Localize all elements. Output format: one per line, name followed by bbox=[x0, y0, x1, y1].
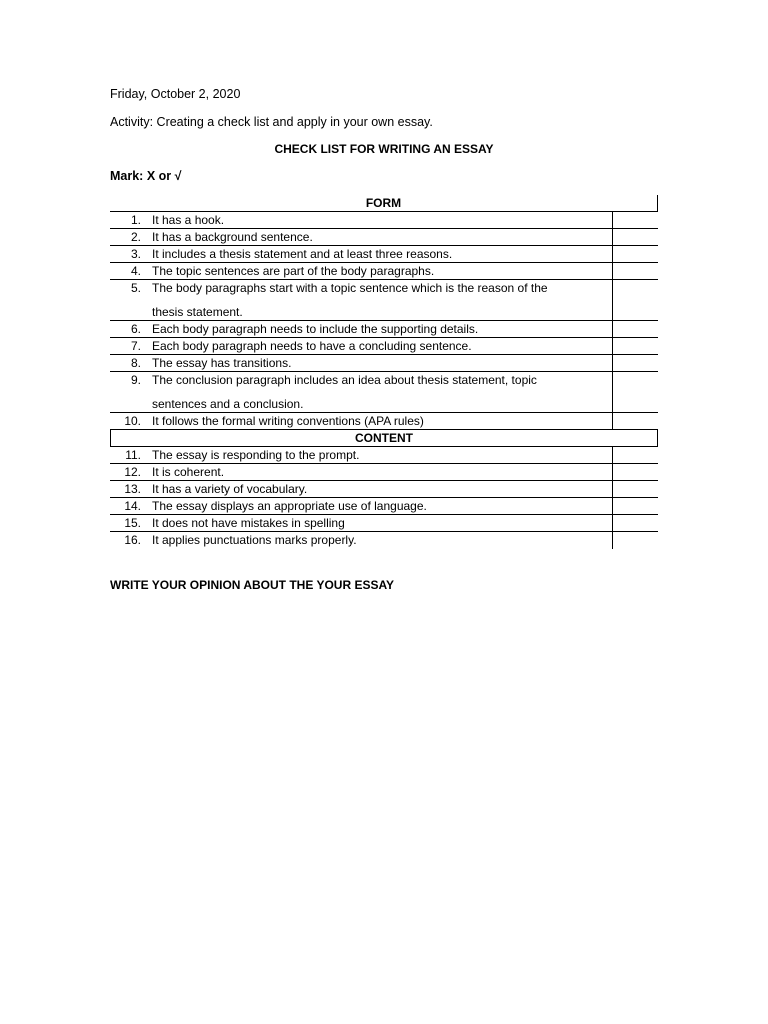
checklist-row bbox=[110, 447, 658, 464]
checklist-row bbox=[110, 532, 658, 549]
document-date: Friday, October 2, 2020 bbox=[110, 87, 241, 101]
item-text-line2: sentences and a conclusion. bbox=[152, 397, 304, 411]
mark-cell[interactable] bbox=[612, 372, 658, 412]
item-text-line1: Each body paragraph needs to have a concluding sentence. bbox=[152, 339, 472, 353]
mark-cell[interactable] bbox=[612, 338, 658, 354]
item-text-line1: It is coherent. bbox=[152, 465, 225, 479]
item-text bbox=[152, 212, 612, 228]
item-number: 3. bbox=[130, 247, 141, 261]
item-text-line1: The topic sentences are part of the body paragraphs. bbox=[152, 264, 435, 278]
item-text-line1: It has a background sentence. bbox=[152, 230, 313, 244]
mark-cell[interactable] bbox=[612, 321, 658, 337]
mark-cell[interactable] bbox=[612, 355, 658, 371]
checklist-row bbox=[110, 263, 658, 280]
mark-cell[interactable] bbox=[612, 447, 658, 463]
checklist-row bbox=[110, 481, 658, 498]
mark-instruction: Mark: X or √ bbox=[110, 169, 182, 183]
item-text-line1: It has a variety of vocabulary. bbox=[152, 482, 308, 496]
item-number: 7. bbox=[130, 339, 141, 353]
checklist-row bbox=[110, 229, 658, 246]
checklist-row bbox=[110, 413, 658, 430]
item-text-line1: The conclusion paragraph includes an idea about thesis statement, topic bbox=[152, 373, 537, 387]
checklist-row bbox=[110, 372, 658, 413]
item-number: 9. bbox=[130, 373, 141, 387]
item-text-line1: The essay is responding to the prompt. bbox=[152, 448, 360, 462]
item-text-line1: The essay displays an appropriate use of language. bbox=[152, 499, 427, 513]
item-text-line1: It follows the formal writing conventions (APA rules) bbox=[152, 414, 424, 428]
item-number: 14. bbox=[124, 499, 141, 513]
item-text bbox=[152, 355, 612, 371]
item-text bbox=[152, 481, 612, 497]
mark-cell[interactable] bbox=[612, 413, 658, 429]
checklist-row bbox=[110, 280, 658, 321]
item-text bbox=[152, 321, 612, 337]
form-rows bbox=[110, 212, 658, 430]
mark-cell[interactable] bbox=[612, 229, 658, 245]
item-text bbox=[152, 338, 612, 354]
item-number: 1. bbox=[130, 213, 141, 227]
item-text bbox=[152, 532, 612, 549]
checklist-row bbox=[110, 246, 658, 263]
mark-cell[interactable] bbox=[612, 515, 658, 531]
item-number: 8. bbox=[130, 356, 141, 370]
content-rows bbox=[110, 447, 658, 549]
item-number: 13. bbox=[124, 482, 141, 496]
mark-cell[interactable] bbox=[612, 532, 658, 549]
item-number: 11. bbox=[125, 448, 141, 462]
item-number: 6. bbox=[130, 322, 141, 336]
item-text bbox=[152, 229, 612, 245]
item-text-line1: The essay has transitions. bbox=[152, 356, 292, 370]
item-text bbox=[152, 280, 612, 320]
checklist-row bbox=[110, 464, 658, 481]
item-number: 2. bbox=[130, 230, 141, 244]
item-number: 5. bbox=[130, 281, 141, 295]
mark-cell[interactable] bbox=[612, 246, 658, 262]
item-text bbox=[152, 447, 612, 463]
item-number: 10. bbox=[124, 414, 141, 428]
checklist-row bbox=[110, 338, 658, 355]
mark-cell[interactable] bbox=[612, 464, 658, 480]
form-section-header: FORM bbox=[110, 195, 658, 212]
mark-cell[interactable] bbox=[612, 498, 658, 514]
checklist-title: CHECK LIST FOR WRITING AN ESSAY bbox=[274, 142, 494, 156]
item-text bbox=[152, 413, 612, 429]
content-section-header: CONTENT bbox=[110, 430, 658, 447]
item-number: 16. bbox=[124, 533, 141, 547]
item-text bbox=[152, 515, 612, 531]
mark-cell[interactable] bbox=[612, 263, 658, 279]
checklist-table bbox=[110, 195, 658, 549]
item-text bbox=[152, 372, 612, 412]
item-number: 12. bbox=[124, 465, 141, 479]
checklist-row bbox=[110, 498, 658, 515]
item-text bbox=[152, 246, 612, 262]
item-text-line1: Each body paragraph needs to include the supporting details. bbox=[152, 322, 479, 336]
item-number: 15. bbox=[124, 516, 141, 530]
item-number: 4. bbox=[130, 264, 141, 278]
item-text-line1: It applies punctuations marks properly. bbox=[152, 533, 357, 547]
mark-cell[interactable] bbox=[612, 481, 658, 497]
item-text-line1: The body paragraphs start with a topic sentence which is the reason of the bbox=[152, 281, 548, 295]
item-text-line2: thesis statement. bbox=[152, 305, 243, 319]
opinion-prompt: WRITE YOUR OPINION ABOUT THE YOUR ESSAY bbox=[110, 578, 395, 592]
item-text-line1: It includes a thesis statement and at least three reasons. bbox=[152, 247, 453, 261]
checklist-row bbox=[110, 212, 658, 229]
item-text-line1: It does not have mistakes in spelling bbox=[152, 516, 345, 530]
item-text-line1: It has a hook. bbox=[152, 213, 225, 227]
activity-text: Creating a check list and apply in your own essay. bbox=[153, 115, 433, 129]
item-text bbox=[152, 464, 612, 480]
mark-cell[interactable] bbox=[612, 280, 658, 320]
activity-label: Activity: bbox=[110, 115, 154, 129]
activity-line bbox=[110, 115, 433, 129]
checklist-row bbox=[110, 321, 658, 338]
checklist-row bbox=[110, 515, 658, 532]
checklist-row bbox=[110, 355, 658, 372]
item-text bbox=[152, 263, 612, 279]
mark-cell[interactable] bbox=[612, 212, 658, 228]
item-text bbox=[152, 498, 612, 514]
